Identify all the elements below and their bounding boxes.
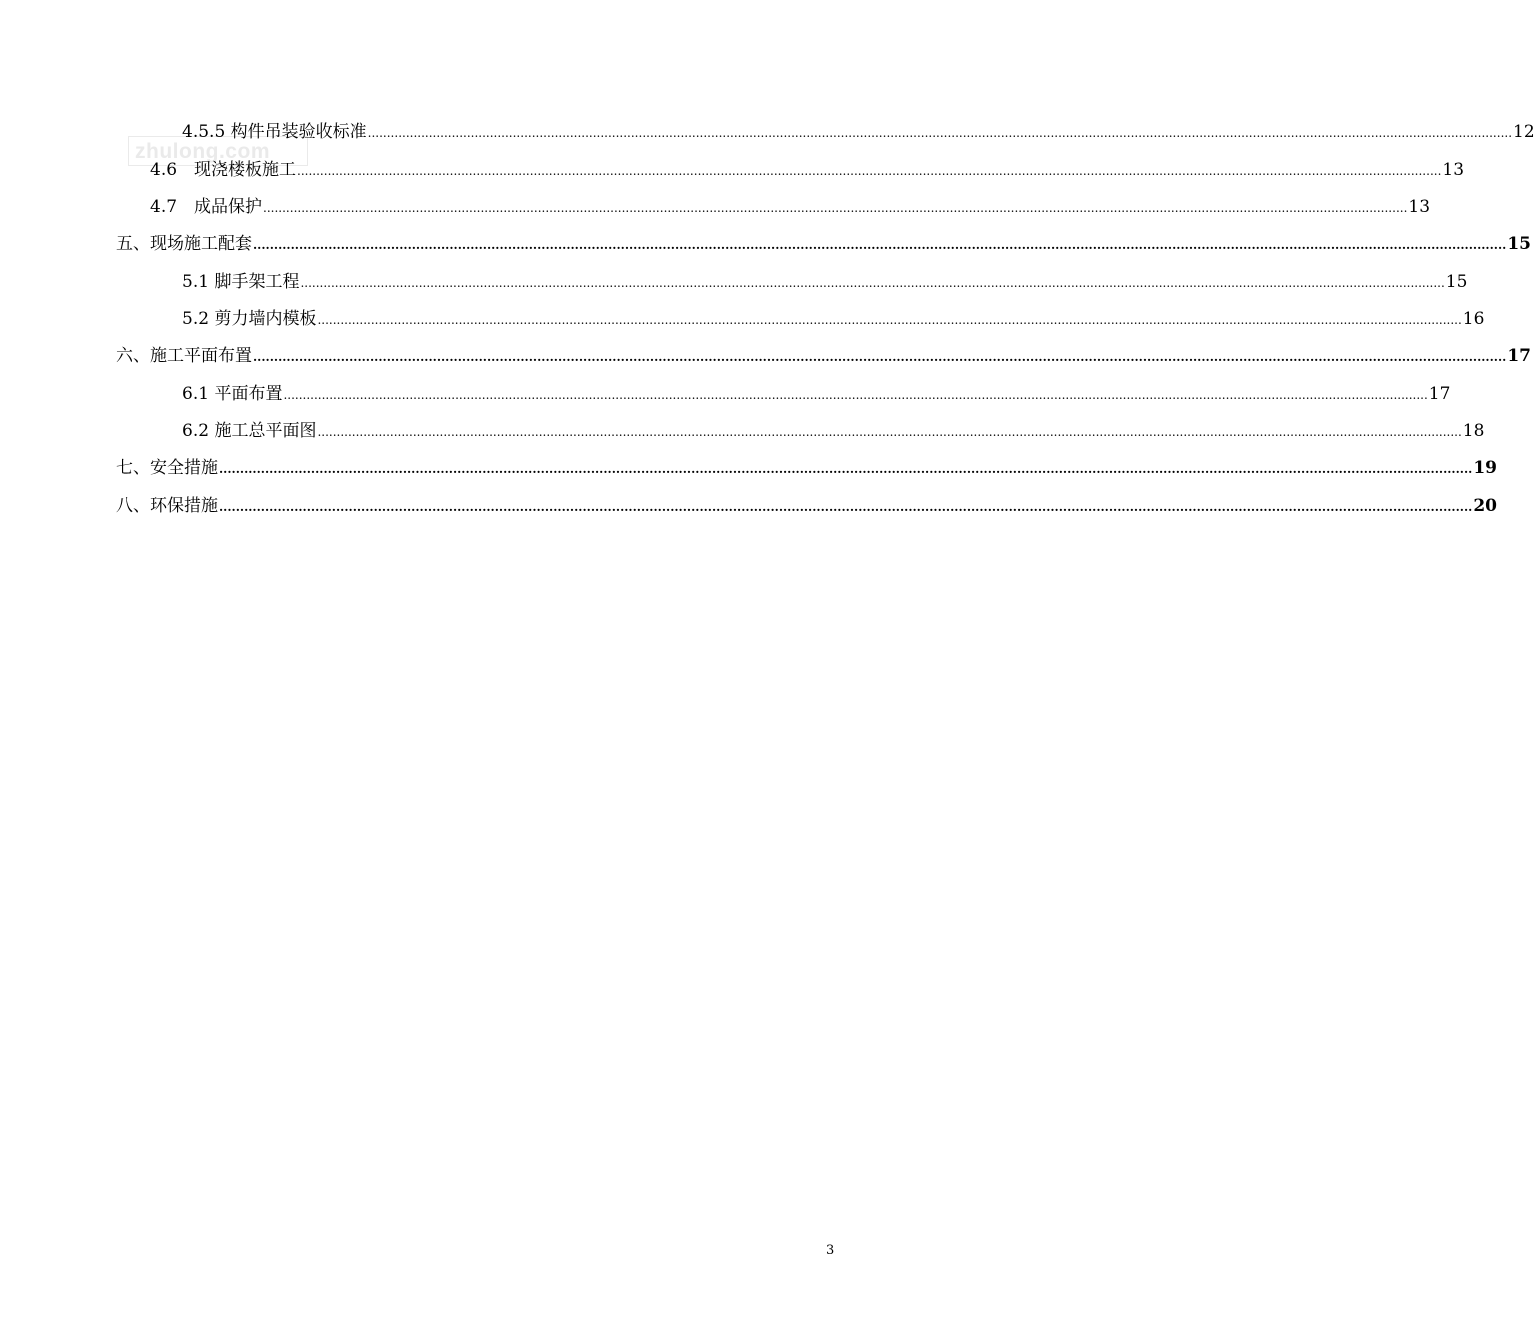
toc-entry-page: 17 bbox=[1507, 346, 1531, 366]
toc-entry-page: 17 bbox=[1428, 384, 1451, 404]
toc-entry-title: 五、现场施工配套 bbox=[116, 234, 252, 254]
toc-entry-title: 4.5.5 构件吊装验收标准 bbox=[182, 122, 367, 142]
toc-dot-leader: ............................................................................................................................................................................................................................................................................................................ bbox=[219, 500, 1473, 514]
toc-entry-title: 6.2 施工总平面图 bbox=[182, 421, 317, 441]
toc-entry[interactable] bbox=[182, 382, 1451, 406]
toc-entry-page: 12 bbox=[1513, 122, 1535, 142]
toc-entry[interactable] bbox=[182, 419, 1485, 443]
toc-dot-leader: ............................................................................................................................................................................................................................................................................................................ bbox=[367, 126, 1513, 140]
toc-dot-leader: ............................................................................................................................................................................................................................................................................................................ bbox=[283, 388, 1428, 402]
toc-dot-leader: ............................................................................................................................................................................................................................................................................................................ bbox=[317, 425, 1462, 439]
toc-entry[interactable] bbox=[150, 158, 1465, 182]
toc-entry-title: 6.1 平面布置 bbox=[182, 384, 283, 404]
toc-entry-title: 4.6 现浇楼板施工 bbox=[150, 160, 297, 180]
toc-entry-page: 15 bbox=[1445, 272, 1468, 292]
toc-dot-leader: ............................................................................................................................................................................................................................................................................................................ bbox=[297, 164, 1442, 178]
toc-entry[interactable] bbox=[182, 270, 1468, 294]
toc-entry-title: 六、施工平面布置 bbox=[116, 346, 252, 366]
toc-entry[interactable] bbox=[182, 120, 1535, 144]
toc-entry[interactable] bbox=[182, 307, 1485, 331]
watermark-logo: zhulong.com bbox=[128, 136, 308, 166]
toc-dot-leader: ............................................................................................................................................................................................................................................................................................................ bbox=[317, 313, 1462, 327]
toc-dot-leader: ............................................................................................................................................................................................................................................................................................................ bbox=[300, 276, 1445, 290]
toc-dot-leader: ............................................................................................................................................................................................................................................................................................................ bbox=[219, 462, 1473, 476]
toc-entry[interactable] bbox=[116, 232, 1531, 256]
toc-entry-title: 七、安全措施 bbox=[116, 458, 218, 478]
toc-entry[interactable] bbox=[116, 456, 1497, 480]
toc-dot-leader: ............................................................................................................................................................................................................................................................................................................ bbox=[253, 350, 1507, 364]
toc-entry-title: 5.1 脚手架工程 bbox=[182, 272, 300, 292]
toc-entry-page: 19 bbox=[1473, 458, 1497, 478]
toc-dot-leader: ............................................................................................................................................................................................................................................................................................................ bbox=[253, 238, 1507, 252]
toc-dot-leader: ............................................................................................................................................................................................................................................................................................................ bbox=[263, 201, 1408, 215]
toc-entry[interactable] bbox=[116, 494, 1497, 518]
toc-entry-title: 5.2 剪力墙内模板 bbox=[182, 309, 317, 329]
toc-entry-page: 13 bbox=[1408, 197, 1431, 217]
page-number: 3 bbox=[826, 1243, 835, 1258]
toc-entry-page: 13 bbox=[1442, 160, 1465, 180]
toc-entry-page: 20 bbox=[1473, 496, 1497, 516]
toc-entry[interactable] bbox=[150, 195, 1431, 219]
toc-entry-page: 15 bbox=[1507, 234, 1531, 254]
toc-entry[interactable] bbox=[116, 344, 1531, 368]
toc-entry-page: 16 bbox=[1462, 309, 1485, 329]
toc-entry-title: 八、环保措施 bbox=[116, 496, 218, 516]
toc-entry-page: 18 bbox=[1462, 421, 1485, 441]
toc-entry-title: 4.7 成品保护 bbox=[150, 197, 263, 217]
